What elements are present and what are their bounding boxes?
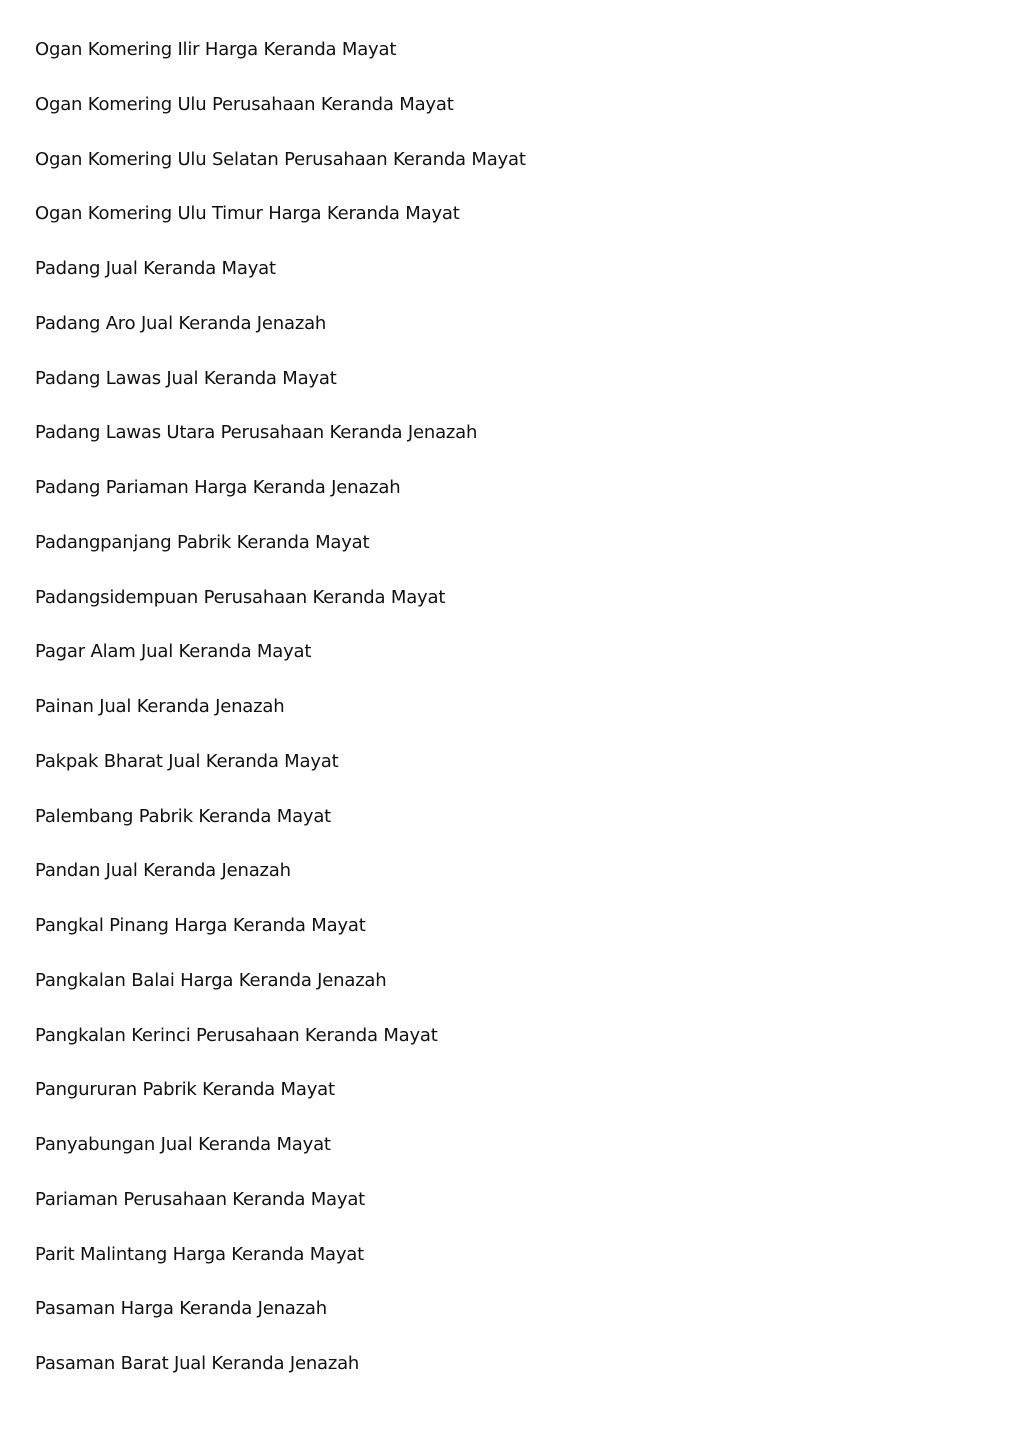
list-item: Pangkalan Kerinci Perusahaan Keranda Mayat — [35, 1024, 438, 1046]
list-item: Padang Aro Jual Keranda Jenazah — [35, 312, 327, 334]
list-item: Pakpak Bharat Jual Keranda Mayat — [35, 750, 339, 772]
list-item: Ogan Komering Ilir Harga Keranda Mayat — [35, 39, 397, 60]
list-item: Padang Lawas Jual Keranda Mayat — [35, 367, 337, 389]
list-item: Palembang Pabrik Keranda Mayat — [35, 805, 332, 827]
list-item: Padang Pariaman Harga Keranda Jenazah — [35, 477, 401, 498]
location-list — [35, 36, 995, 1405]
list-item: Pangururan Pabrik Keranda Mayat — [35, 1079, 335, 1101]
list-item: Pangkal Pinang Harga Keranda Mayat — [35, 915, 366, 936]
list-item: Pagar Alam Jual Keranda Mayat — [35, 641, 312, 663]
list-item: Pasaman Barat Jual Keranda Jenazah — [35, 1353, 360, 1374]
list-item: Padang Lawas Utara Perusahaan Keranda Jenazah — [35, 422, 478, 444]
list-item: Pariaman Perusahaan Keranda Mayat — [35, 1188, 366, 1210]
list-item: Pandan Jual Keranda Jenazah — [35, 860, 291, 882]
list-item: Parit Malintang Harga Keranda Mayat — [35, 1243, 364, 1265]
list-item: Padang Jual Keranda Mayat — [35, 258, 276, 279]
list-item: Ogan Komering Ulu Timur Harga Keranda Mayat — [35, 203, 460, 225]
list-item: Pasaman Harga Keranda Jenazah — [35, 1298, 327, 1320]
list-item: Ogan Komering Ulu Selatan Perusahaan Keranda Mayat — [35, 148, 526, 170]
list-item: Panyabungan Jual Keranda Mayat — [35, 1134, 331, 1155]
list-item: Ogan Komering Ulu Perusahaan Keranda Mayat — [35, 93, 454, 115]
list-item: Pangkalan Balai Harga Keranda Jenazah — [35, 969, 387, 991]
list-item: Padangsidempuan Perusahaan Keranda Mayat — [35, 586, 446, 608]
list-item: Padangpanjang Pabrik Keranda Mayat — [35, 531, 370, 553]
list-item: Painan Jual Keranda Jenazah — [35, 696, 285, 717]
